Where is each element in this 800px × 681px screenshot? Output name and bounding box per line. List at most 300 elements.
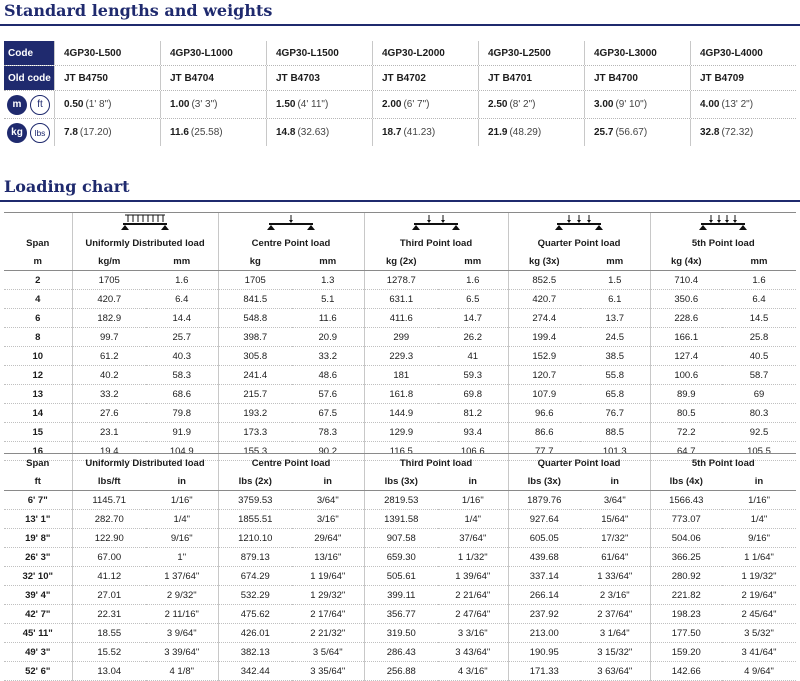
table-cell: 11.6: [292, 309, 364, 328]
weight-cell: 7.8 (17.20): [54, 119, 160, 146]
unit-header: lbs (4x): [650, 472, 722, 491]
table-cell: 106.6: [438, 442, 508, 461]
table-cell: 13/16": [292, 548, 364, 567]
table-cell: 286.43: [364, 643, 438, 662]
span-cell: 49' 3": [4, 643, 72, 662]
weight-cell: 18.7 (41.23): [372, 119, 478, 146]
table-cell: 299: [364, 328, 438, 347]
table-cell: 19.4: [72, 442, 146, 461]
table-cell: 122.90: [72, 529, 146, 548]
table-cell: 3 5/64": [292, 643, 364, 662]
table-cell: 24.5: [580, 328, 650, 347]
table-row: [4, 662, 796, 681]
table-cell: 1 33/64": [580, 567, 650, 586]
span-label: Span: [4, 454, 72, 473]
table-cell: 3 63/64": [580, 662, 650, 681]
table-row: [4, 529, 796, 548]
table-cell: 274.4: [508, 309, 580, 328]
table-row: [4, 567, 796, 586]
table-cell: 59.3: [438, 366, 508, 385]
table-cell: 72.2: [650, 423, 722, 442]
table-cell: 14.5: [722, 309, 796, 328]
table-cell: 710.4: [650, 271, 722, 290]
load-type-header: 5th Point load: [650, 454, 796, 473]
table-cell: 1 37/64": [146, 567, 218, 586]
table-cell: 3 9/64": [146, 624, 218, 643]
table-row: [4, 328, 796, 347]
span-cell: 16: [4, 442, 72, 461]
span-cell: 6: [4, 309, 72, 328]
table-cell: 5.1: [292, 290, 364, 309]
table-cell: 101.3: [580, 442, 650, 461]
code-cell: 4GP30-L4000: [690, 41, 796, 65]
table-cell: 17/32": [580, 529, 650, 548]
table-cell: 241.4: [218, 366, 292, 385]
weight-cell: 21.9 (48.29): [478, 119, 584, 146]
load-type-header: Third Point load: [364, 234, 508, 252]
table-cell: 1278.7: [364, 271, 438, 290]
table-cell: 4 3/16": [438, 662, 508, 681]
table-cell: 127.4: [650, 347, 722, 366]
unit-header: mm: [580, 252, 650, 271]
table-cell: 193.2: [218, 404, 292, 423]
table-cell: 120.7: [508, 366, 580, 385]
old-code-cell: JT B4701: [478, 66, 584, 90]
code-row: [4, 41, 796, 66]
table-cell: 221.82: [650, 586, 722, 605]
table-cell: 3/64": [292, 491, 364, 510]
load-type-header: Uniformly Distributed load: [72, 454, 218, 473]
table-cell: 69: [722, 385, 796, 404]
table-cell: 2 45/64": [722, 605, 796, 624]
table-cell: 1145.71: [72, 491, 146, 510]
table-cell: 366.25: [650, 548, 722, 567]
table-cell: 58.7: [722, 366, 796, 385]
table-cell: 505.61: [364, 567, 438, 586]
fifth-point-beam-icon: [650, 213, 796, 235]
table-cell: 89.9: [650, 385, 722, 404]
old-code-cell: JT B4700: [584, 66, 690, 90]
table-cell: 27.01: [72, 586, 146, 605]
load-type-header-row: [4, 234, 796, 252]
table-cell: 55.8: [580, 366, 650, 385]
table-cell: 58.3: [146, 366, 218, 385]
table-cell: 92.5: [722, 423, 796, 442]
table-cell: 1705: [72, 271, 146, 290]
old-code-cell: JT B4750: [54, 66, 160, 90]
table-cell: 382.13: [218, 643, 292, 662]
table-cell: 3 3/16": [438, 624, 508, 643]
table-cell: 171.33: [508, 662, 580, 681]
span-cell: 10: [4, 347, 72, 366]
length-row: [4, 91, 796, 119]
loading-title: Loading chart: [4, 177, 130, 196]
standard-title: Standard lengths and weights: [4, 1, 273, 20]
unit-header: mm: [292, 252, 364, 271]
table-cell: 190.95: [508, 643, 580, 662]
unit-header: kg (3x): [508, 252, 580, 271]
weight-row: [4, 119, 796, 146]
table-cell: 177.50: [650, 624, 722, 643]
udl-beam-icon: [72, 213, 218, 235]
table-cell: 41.12: [72, 567, 146, 586]
code-cell: 4GP30-L500: [54, 41, 160, 65]
table-cell: 2 17/64": [292, 605, 364, 624]
table-row: [4, 510, 796, 529]
unit-header: in: [438, 472, 508, 491]
table-cell: 67.00: [72, 548, 146, 567]
table-cell: 78.3: [292, 423, 364, 442]
table-cell: 280.92: [650, 567, 722, 586]
table-cell: 40.2: [72, 366, 146, 385]
table-cell: 76.7: [580, 404, 650, 423]
table-cell: 4 9/64": [722, 662, 796, 681]
table-cell: 3 1/64": [580, 624, 650, 643]
table-cell: 1 29/32": [292, 586, 364, 605]
table-cell: 25.8: [722, 328, 796, 347]
table-cell: 107.9: [508, 385, 580, 404]
span-cell: 14: [4, 404, 72, 423]
table-cell: 305.8: [218, 347, 292, 366]
span-cell: 42' 7": [4, 605, 72, 624]
table-cell: 199.4: [508, 328, 580, 347]
table-cell: 841.5: [218, 290, 292, 309]
metre-unit-badge: m: [7, 95, 27, 115]
table-cell: 15/64": [580, 510, 650, 529]
unit-header-row: [4, 252, 796, 271]
table-cell: 852.5: [508, 271, 580, 290]
centre-point-beam-icon: [218, 213, 364, 235]
table-row: [4, 385, 796, 404]
table-cell: 69.8: [438, 385, 508, 404]
table-cell: 93.4: [438, 423, 508, 442]
table-cell: 1 39/64": [438, 567, 508, 586]
table-cell: 215.7: [218, 385, 292, 404]
span-cell: 19' 8": [4, 529, 72, 548]
weight-cell: 32.8 (72.32): [690, 119, 796, 146]
unit-header: in: [146, 472, 218, 491]
table-row: [4, 366, 796, 385]
table-cell: 15.52: [72, 643, 146, 662]
table-cell: 182.9: [72, 309, 146, 328]
table-cell: 1566.43: [650, 491, 722, 510]
length-cell: 2.50 (8' 2"): [478, 91, 584, 118]
table-cell: 6.1: [580, 290, 650, 309]
table-cell: 356.77: [364, 605, 438, 624]
table-cell: 342.44: [218, 662, 292, 681]
table-cell: 2 3/16": [580, 586, 650, 605]
table-cell: 504.06: [650, 529, 722, 548]
metric-rows: [4, 271, 796, 461]
table-row: [4, 586, 796, 605]
table-cell: 1.5: [580, 271, 650, 290]
table-cell: 3 15/32": [580, 643, 650, 662]
table-cell: 3/16": [292, 510, 364, 529]
table-cell: 1.6: [146, 271, 218, 290]
old-code-label: Old code: [4, 66, 54, 90]
table-cell: 266.14: [508, 586, 580, 605]
table-cell: 152.9: [508, 347, 580, 366]
unit-header: kg/m: [72, 252, 146, 271]
table-cell: 3 35/64": [292, 662, 364, 681]
table-cell: 57.6: [292, 385, 364, 404]
table-cell: 9/16": [146, 529, 218, 548]
code-cell: 4GP30-L3000: [584, 41, 690, 65]
table-cell: 3759.53: [218, 491, 292, 510]
table-cell: 773.07: [650, 510, 722, 529]
table-cell: 1879.76: [508, 491, 580, 510]
table-cell: 1210.10: [218, 529, 292, 548]
table-cell: 142.66: [650, 662, 722, 681]
table-cell: 674.29: [218, 567, 292, 586]
code-cell: 4GP30-L2500: [478, 41, 584, 65]
table-cell: 907.58: [364, 529, 438, 548]
table-cell: 68.6: [146, 385, 218, 404]
table-cell: 1 1/32": [438, 548, 508, 567]
table-cell: 14.4: [146, 309, 218, 328]
table-cell: 1/16": [722, 491, 796, 510]
table-cell: 6.4: [146, 290, 218, 309]
table-cell: 6.5: [438, 290, 508, 309]
span-cell: 8: [4, 328, 72, 347]
table-cell: 198.23: [650, 605, 722, 624]
table-cell: 659.30: [364, 548, 438, 567]
table-cell: 532.29: [218, 586, 292, 605]
table-cell: 2 37/64": [580, 605, 650, 624]
span-label: Span: [26, 237, 50, 249]
table-cell: 2 11/16": [146, 605, 218, 624]
length-cell: 4.00 (13' 2"): [690, 91, 796, 118]
table-cell: 3 41/64": [722, 643, 796, 662]
load-type-header: Centre Point load: [218, 454, 364, 473]
code-label: Code: [4, 41, 54, 65]
table-cell: 90.2: [292, 442, 364, 461]
unit-header: lbs/ft: [72, 472, 146, 491]
code-cell: 4GP30-L2000: [372, 41, 478, 65]
table-cell: 22.31: [72, 605, 146, 624]
table-cell: 350.6: [650, 290, 722, 309]
table-cell: 38.5: [580, 347, 650, 366]
table-cell: 48.6: [292, 366, 364, 385]
table-cell: 77.7: [508, 442, 580, 461]
unit-header: mm: [438, 252, 508, 271]
table-cell: 3 43/64": [438, 643, 508, 662]
length-cell: 0.50 (1' 8"): [54, 91, 160, 118]
metric-loading-table: [4, 212, 796, 461]
table-cell: 1/16": [438, 491, 508, 510]
standard-table: [4, 41, 796, 146]
table-cell: 1/4": [438, 510, 508, 529]
span-cell: 32' 10": [4, 567, 72, 586]
old-code-cell: JT B4709: [690, 66, 796, 90]
table-cell: 96.6: [508, 404, 580, 423]
table-cell: 3/64": [580, 491, 650, 510]
table-row: [4, 624, 796, 643]
table-cell: 879.13: [218, 548, 292, 567]
table-cell: 33.2: [72, 385, 146, 404]
unit-header-row: [4, 472, 796, 491]
table-cell: 155.3: [218, 442, 292, 461]
old-code-cell: JT B4704: [160, 66, 266, 90]
table-cell: 144.9: [364, 404, 438, 423]
table-cell: 80.5: [650, 404, 722, 423]
old-code-row: [4, 66, 796, 91]
table-cell: 1/4": [146, 510, 218, 529]
unit-header: in: [580, 472, 650, 491]
table-cell: 399.11: [364, 586, 438, 605]
feet-unit-badge: ft: [30, 95, 50, 115]
table-cell: 23.1: [72, 423, 146, 442]
table-cell: 411.6: [364, 309, 438, 328]
table-cell: 9/16": [722, 529, 796, 548]
kilogram-unit-badge: kg: [7, 123, 27, 143]
pounds-unit-badge: lbs: [30, 123, 50, 143]
table-cell: 2819.53: [364, 491, 438, 510]
table-cell: 88.5: [580, 423, 650, 442]
table-cell: 927.64: [508, 510, 580, 529]
table-cell: 6.4: [722, 290, 796, 309]
span-cell: 6' 7": [4, 491, 72, 510]
table-cell: 116.5: [364, 442, 438, 461]
loading-title-rule: [0, 200, 800, 202]
span-unit: m: [4, 252, 72, 271]
imperial-rows: [4, 491, 796, 681]
unit-header: in: [722, 472, 796, 491]
table-cell: 37/64": [438, 529, 508, 548]
weight-cell: 11.6 (25.58): [160, 119, 266, 146]
table-cell: 105.5: [722, 442, 796, 461]
table-cell: 420.7: [72, 290, 146, 309]
table-cell: 173.3: [218, 423, 292, 442]
table-cell: 1/16": [146, 491, 218, 510]
table-cell: 282.70: [72, 510, 146, 529]
length-cell: 2.00 (6' 7"): [372, 91, 478, 118]
table-cell: 81.2: [438, 404, 508, 423]
table-cell: 33.2: [292, 347, 364, 366]
table-cell: 1/4": [722, 510, 796, 529]
table-row: [4, 309, 796, 328]
table-cell: 1 19/64": [292, 567, 364, 586]
table-cell: 181: [364, 366, 438, 385]
table-cell: 631.1: [364, 290, 438, 309]
unit-header: kg (4x): [650, 252, 722, 271]
table-cell: 99.7: [72, 328, 146, 347]
table-cell: 2 19/64": [722, 586, 796, 605]
table-cell: 3 39/64": [146, 643, 218, 662]
span-cell: 12: [4, 366, 72, 385]
table-cell: 100.6: [650, 366, 722, 385]
table-cell: 3 5/32": [722, 624, 796, 643]
weight-cell: 25.7 (56.67): [584, 119, 690, 146]
table-row: [4, 290, 796, 309]
span-unit: ft: [4, 472, 72, 491]
unit-header: kg: [218, 252, 292, 271]
table-cell: 29/64": [292, 529, 364, 548]
table-cell: 213.00: [508, 624, 580, 643]
span-cell: 13: [4, 385, 72, 404]
table-cell: 166.1: [650, 328, 722, 347]
table-cell: 1855.51: [218, 510, 292, 529]
code-cell: 4GP30-L1000: [160, 41, 266, 65]
table-cell: 475.62: [218, 605, 292, 624]
span-cell: 45' 11": [4, 624, 72, 643]
table-row: [4, 548, 796, 567]
span-cell: 15: [4, 423, 72, 442]
table-cell: 1 1/64": [722, 548, 796, 567]
weight-cell: 14.8 (32.63): [266, 119, 372, 146]
table-cell: 2 47/64": [438, 605, 508, 624]
table-cell: 14.7: [438, 309, 508, 328]
table-cell: 426.01: [218, 624, 292, 643]
table-cell: 104.9: [146, 442, 218, 461]
span-cell: 52' 6": [4, 662, 72, 681]
table-cell: 86.6: [508, 423, 580, 442]
quarter-point-beam-icon: [508, 213, 650, 235]
code-cell: 4GP30-L1500: [266, 41, 372, 65]
load-type-header-row: [4, 454, 796, 473]
table-row: [4, 404, 796, 423]
table-cell: 439.68: [508, 548, 580, 567]
table-cell: 337.14: [508, 567, 580, 586]
unit-header: kg (2x): [364, 252, 438, 271]
unit-header: lbs (3x): [508, 472, 580, 491]
span-cell: 2: [4, 271, 72, 290]
table-cell: 40.3: [146, 347, 218, 366]
table-row: [4, 271, 796, 290]
table-cell: 548.8: [218, 309, 292, 328]
table-cell: 41: [438, 347, 508, 366]
span-cell: 26' 3": [4, 548, 72, 567]
table-cell: 27.6: [72, 404, 146, 423]
table-cell: 80.3: [722, 404, 796, 423]
table-cell: 237.92: [508, 605, 580, 624]
table-cell: 1": [146, 548, 218, 567]
load-type-header: Third Point load: [364, 454, 508, 473]
table-cell: 91.9: [146, 423, 218, 442]
table-cell: 26.2: [438, 328, 508, 347]
table-cell: 605.05: [508, 529, 580, 548]
table-cell: 159.20: [650, 643, 722, 662]
table-cell: 25.7: [146, 328, 218, 347]
table-cell: 1705: [218, 271, 292, 290]
unit-header: lbs (2x): [218, 472, 292, 491]
table-cell: 13.7: [580, 309, 650, 328]
table-row: [4, 423, 796, 442]
span-cell: 4: [4, 290, 72, 309]
load-type-header: Quarter Point load: [508, 454, 650, 473]
load-type-header: Centre Point load: [218, 234, 364, 252]
table-row: [4, 347, 796, 366]
table-cell: 129.9: [364, 423, 438, 442]
table-cell: 2 21/32": [292, 624, 364, 643]
load-type-header: Uniformly Distributed load: [72, 234, 218, 252]
table-row: [4, 643, 796, 662]
unit-header: lbs (3x): [364, 472, 438, 491]
standard-title-rule: [0, 24, 800, 26]
table-cell: 1.3: [292, 271, 364, 290]
table-row: [4, 605, 796, 624]
table-cell: 61/64": [580, 548, 650, 567]
table-cell: 1 19/32": [722, 567, 796, 586]
length-cell: 3.00 (9' 10"): [584, 91, 690, 118]
table-cell: 79.8: [146, 404, 218, 423]
table-cell: 13.04: [72, 662, 146, 681]
table-cell: 256.88: [364, 662, 438, 681]
table-cell: 61.2: [72, 347, 146, 366]
table-cell: 2 9/32": [146, 586, 218, 605]
table-cell: 2 21/64": [438, 586, 508, 605]
table-cell: 64.7: [650, 442, 722, 461]
